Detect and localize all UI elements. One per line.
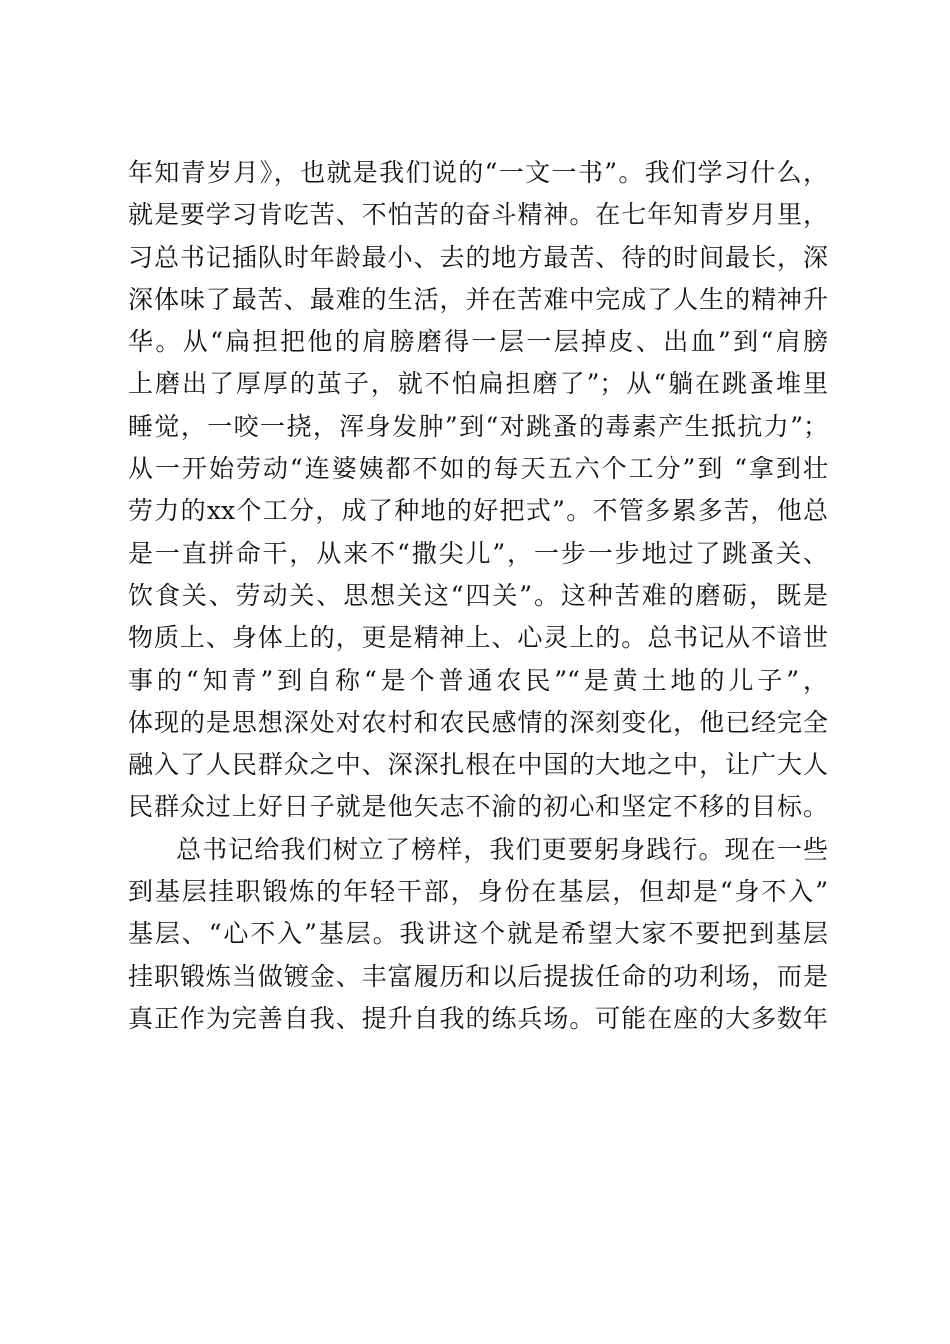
text-line: 深体味了最苦、最难的生活，并在苦难中完成了人生的精神升 bbox=[128, 284, 828, 314]
text-line: 上磨出了厚厚的茧子，就不怕扁担磨了”；从“躺在跳蚤堆里 bbox=[128, 369, 828, 399]
text-line: 华。从“扁担把他的肩膀磨得一层一层掉皮、出血”到“肩膀 bbox=[128, 327, 828, 357]
text-line: 基层、“心不入”基层。我讲这个就是希望大家不要把到基层 bbox=[128, 919, 828, 949]
text-line: 饮食关、劳动关、思想关这“四关”。这种苦难的磨砺，既是 bbox=[128, 580, 828, 610]
paragraph-2 bbox=[128, 829, 828, 1040]
text-line: 到基层挂职锻炼的年轻干部，身份在基层，但却是“身不入” bbox=[128, 877, 828, 907]
body-text bbox=[128, 152, 828, 1040]
text-line: 融入了人民群众之中、深深扎根在中国的大地之中，让广大人 bbox=[128, 750, 828, 780]
text-line: 劳力的xx个工分，成了种地的好把式”。不管多累多苦，他总 bbox=[128, 496, 828, 526]
text-line: 年知青岁月》，也就是我们说的“一文一书”。我们学习什么， bbox=[128, 158, 828, 187]
text-line: 体现的是思想深处对农村和农民感情的深刻变化，他已经完全 bbox=[128, 707, 828, 737]
text-line: 总书记给我们树立了榜样，我们更要躬身践行。现在一些 bbox=[176, 834, 828, 864]
text-line: 真正作为完善自我、提升自我的练兵场。可能在座的大多数年 bbox=[128, 1003, 828, 1033]
text-line: 是一直拼命干，从来不“撒尖儿”，一步一步地过了跳蚤关、 bbox=[128, 538, 828, 568]
text-line: 事的“知青”到自称“是个普通农民”“是黄土地的儿子”， bbox=[128, 665, 828, 695]
text-line: 从一开始劳动“连婆姨都不如的每天五六个工分”到 “拿到壮 bbox=[128, 454, 828, 484]
text-line: 挂职锻炼当做镀金、丰富履历和以后提拔任命的功利场，而是 bbox=[128, 961, 828, 991]
text-line: 习总书记插队时年龄最小、去的地方最苦、待的时间最长，深 bbox=[128, 242, 828, 272]
text-line: 民群众过上好日子就是他矢志不渝的初心和坚定不移的目标。 bbox=[128, 792, 828, 822]
text-line: 物质上、身体上的，更是精神上、心灵上的。总书记从不谙世 bbox=[128, 623, 828, 653]
paragraph-1 bbox=[128, 152, 828, 829]
text-line: 睡觉，一咬一挠，浑身发肿”到“对跳蚤的毒素产生抵抗力”； bbox=[128, 411, 828, 441]
text-line: 就是要学习肯吃苦、不怕苦的奋斗精神。在七年知青岁月里， bbox=[128, 200, 828, 230]
